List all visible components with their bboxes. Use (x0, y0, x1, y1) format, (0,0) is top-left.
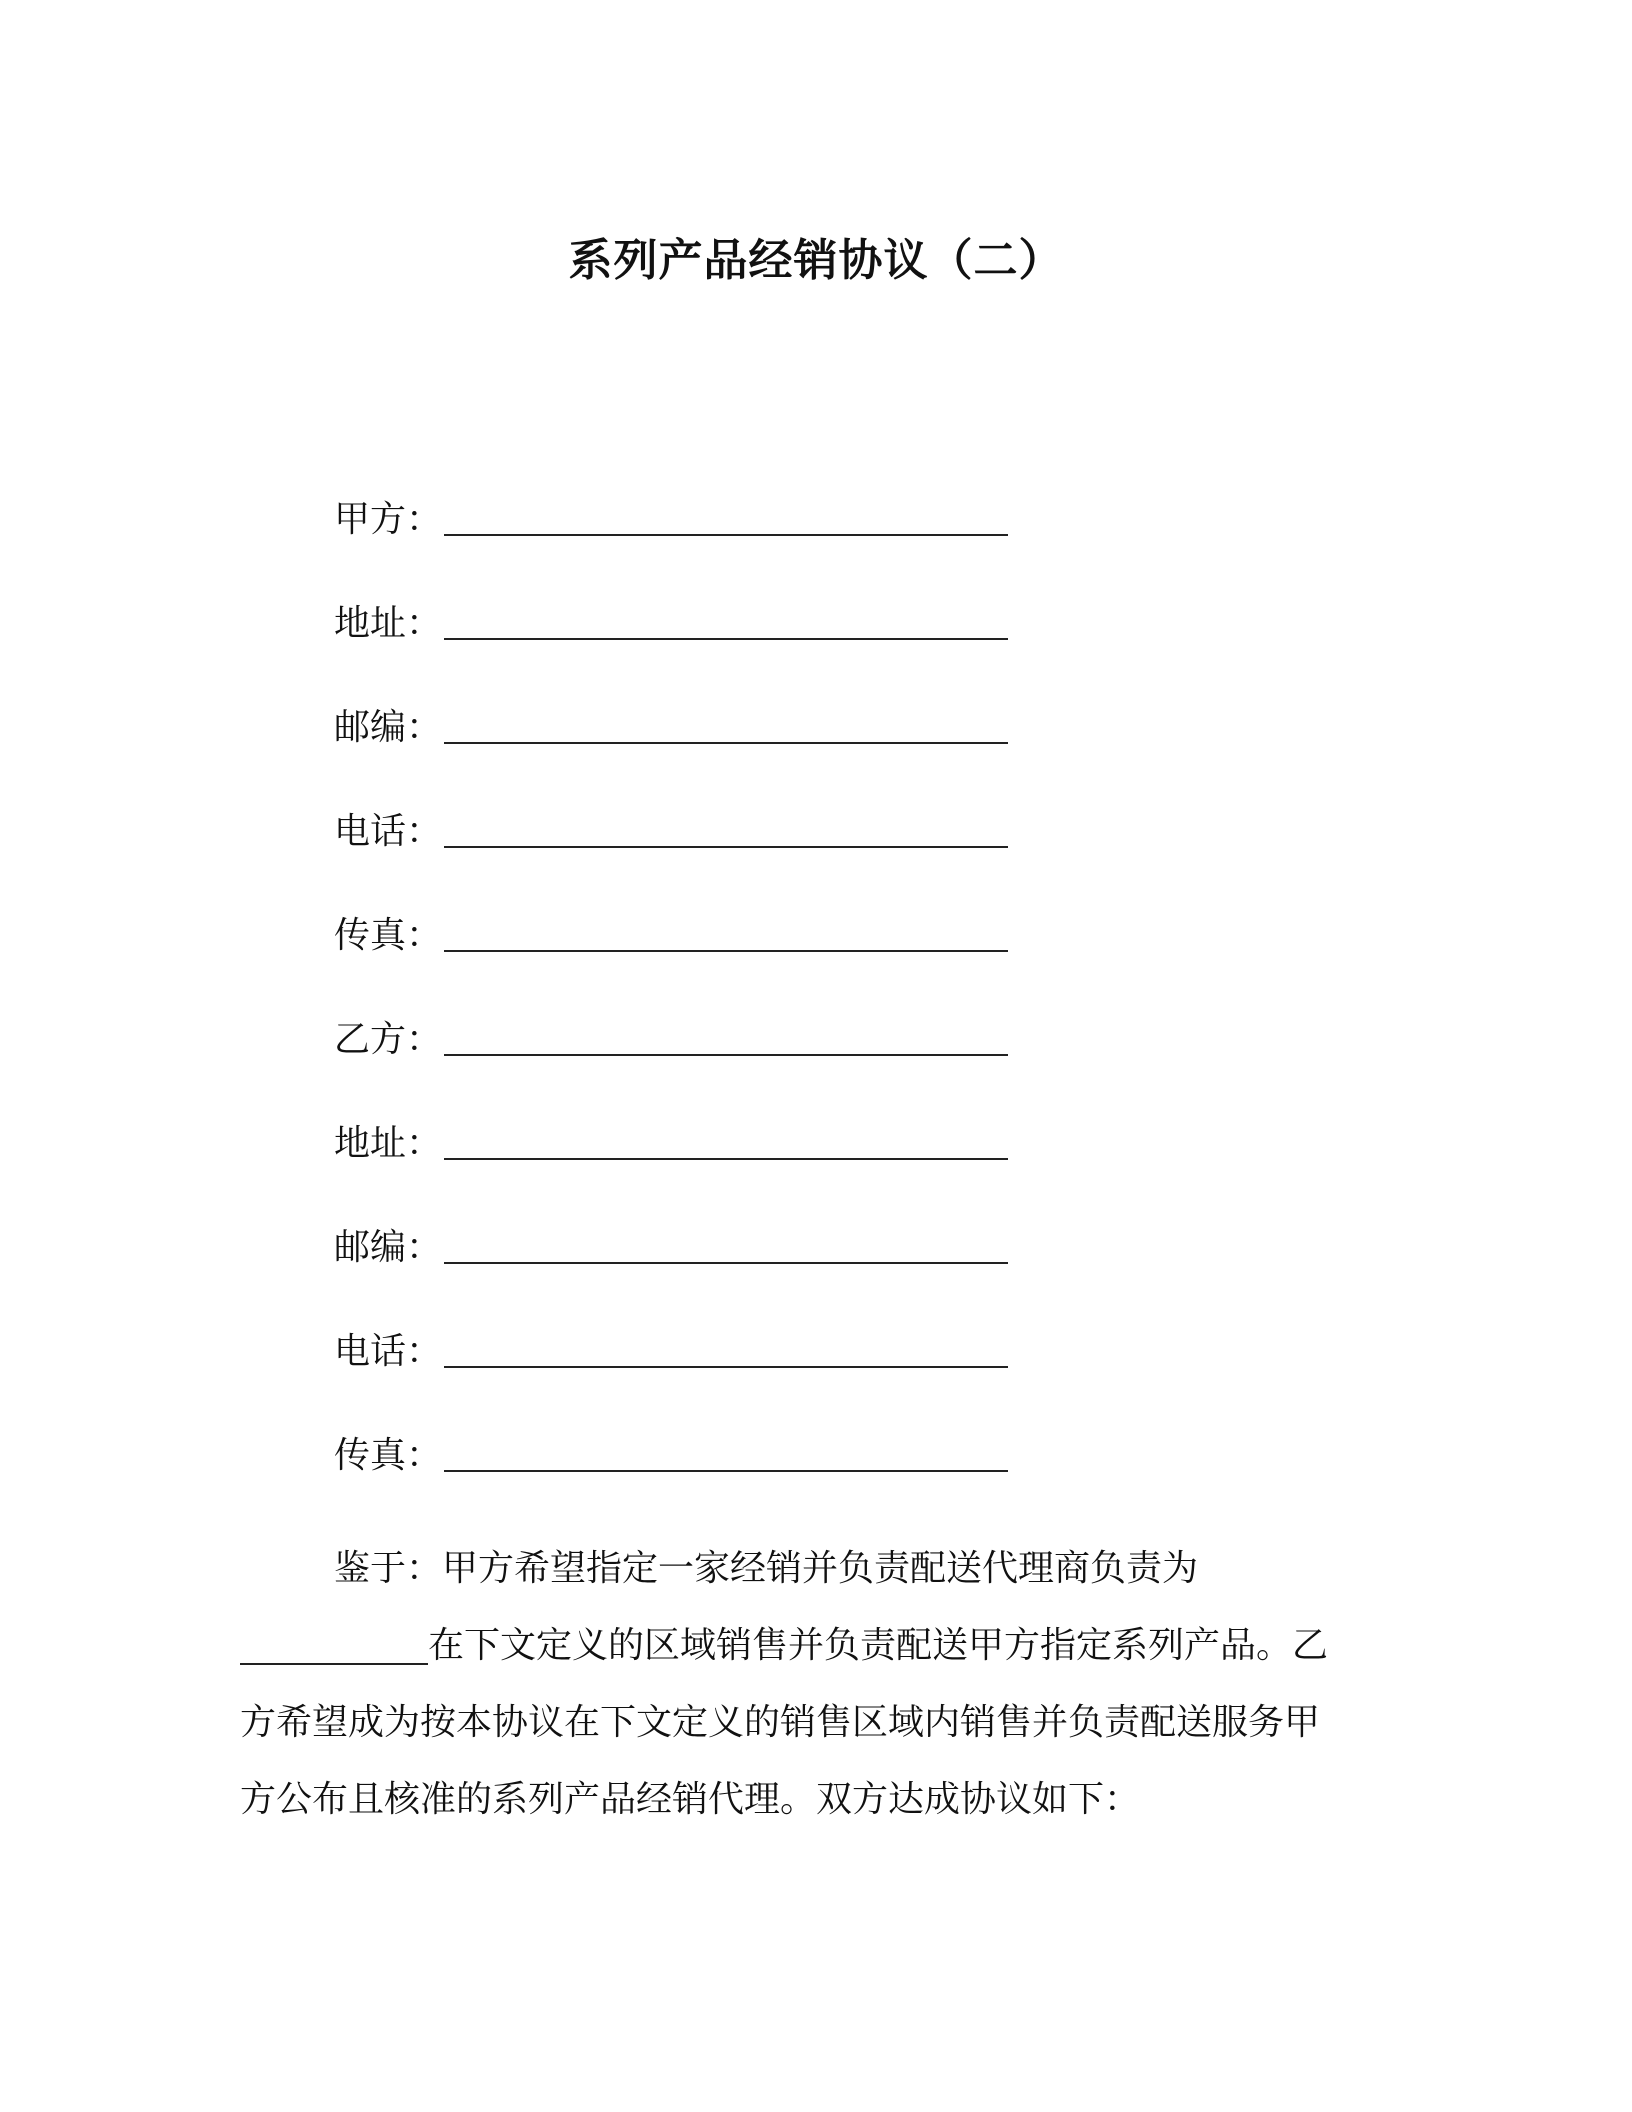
field-label: 传真： (334, 915, 443, 956)
preamble-paragraph (240, 1530, 1360, 1838)
blank-line (444, 702, 1008, 744)
party-a-postcode-row (334, 700, 1034, 804)
field-label: 邮编： (334, 707, 443, 748)
blank-line (444, 1222, 1008, 1264)
preamble-line: 方希望成为按本协议在下文定义的销售区域内销售并负责配送服务甲 (240, 1702, 1321, 1743)
party-fields (334, 492, 1034, 1532)
field-label: 地址： (334, 603, 443, 644)
blank-line (444, 1430, 1008, 1472)
party-a-name-row (334, 492, 1034, 596)
blank-line (444, 494, 1008, 536)
party-b-address-row (334, 1116, 1034, 1220)
preamble-line (240, 1607, 1360, 1684)
field-label: 甲方： (334, 499, 443, 540)
field-label: 电话： (334, 811, 443, 852)
field-label: 地址： (334, 1123, 443, 1164)
field-label: 邮编： (334, 1227, 443, 1268)
party-b-phone-row (334, 1324, 1034, 1428)
party-b-name-row (334, 1012, 1034, 1116)
party-b-postcode-row (334, 1220, 1034, 1324)
blank-line (444, 1326, 1008, 1368)
field-label: 传真： (334, 1435, 443, 1476)
field-label: 乙方： (334, 1019, 443, 1060)
blank-line (444, 1118, 1008, 1160)
party-a-fax-row (334, 908, 1034, 1012)
preamble-text: 在下文定义的区域销售并负责配送甲方指定系列产品。乙 (428, 1625, 1329, 1666)
party-a-address-row (334, 596, 1034, 700)
document-title: 系列产品经销协议（二） (568, 235, 1064, 286)
field-label: 电话： (334, 1331, 443, 1372)
blank-line (444, 598, 1008, 640)
preamble-line: 鉴于：甲方希望指定一家经销并负责配送代理商负责为 (334, 1548, 1199, 1589)
party-a-phone-row (334, 804, 1034, 908)
blank-line (444, 910, 1008, 952)
preamble-line: 方公布且核准的系列产品经销代理。双方达成协议如下： (240, 1779, 1141, 1820)
blank-line (444, 1014, 1008, 1056)
blank-line (444, 806, 1008, 848)
inline-blank (240, 1623, 428, 1665)
party-b-fax-row (334, 1428, 1034, 1532)
